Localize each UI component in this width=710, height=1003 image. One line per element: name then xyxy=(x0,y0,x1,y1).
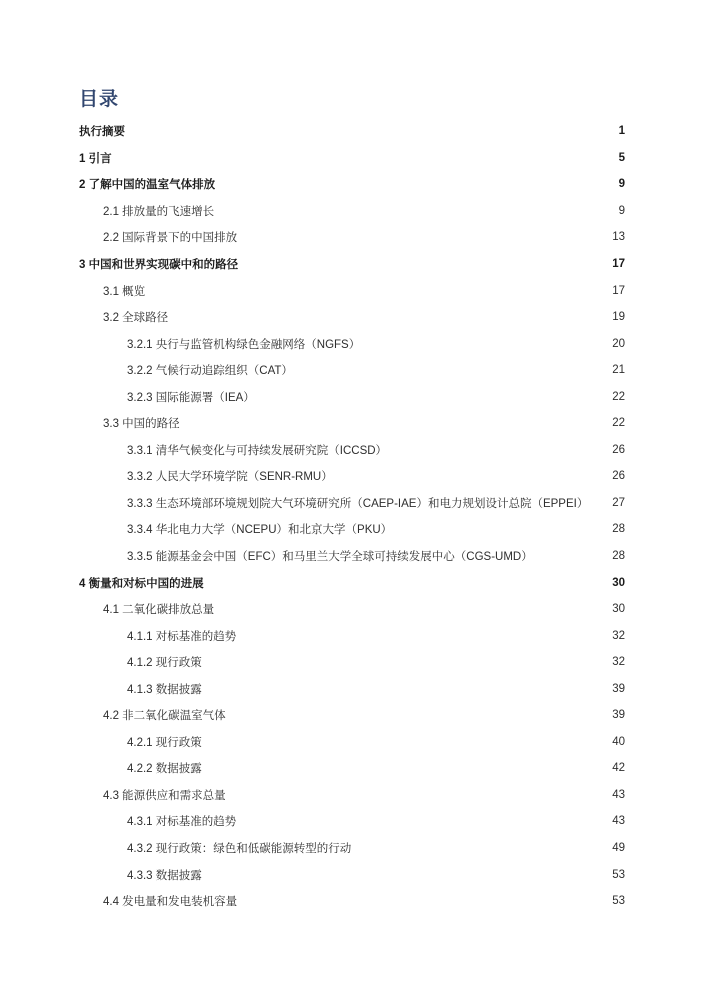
toc-entry-page: 32 xyxy=(612,629,625,642)
toc-entry[interactable] xyxy=(79,171,625,198)
toc-entry-page: 32 xyxy=(612,656,625,669)
toc-entry-page: 22 xyxy=(612,390,625,403)
toc-entry-page: 21 xyxy=(612,364,625,377)
toc-entry-label: 4.3.2 现行政策：绿色和低碳能源转型的行动 xyxy=(127,843,352,856)
toc-entry-label: 3.3.1 清华气候变化与可持续发展研究院（ICCSD） xyxy=(127,444,388,457)
toc-entry-label: 4 衡量和对标中国的进展 xyxy=(79,577,204,590)
toc-entry-label: 1 引言 xyxy=(79,152,112,165)
toc-entry-page: 30 xyxy=(612,576,625,589)
toc-entry[interactable] xyxy=(79,596,625,623)
toc-entry-page: 43 xyxy=(612,788,625,801)
toc-entry-label: 3.2.3 国际能源署（IEA） xyxy=(127,391,255,404)
toc-entry[interactable] xyxy=(79,543,625,570)
toc-entry-page: 17 xyxy=(612,258,625,270)
toc-entry-label: 4.2.2 数据披露 xyxy=(127,763,202,776)
toc-entry-page: 5 xyxy=(618,151,625,164)
toc-entry-label: 4.3 能源供应和需求总量 xyxy=(103,789,226,802)
toc-entry-page: 30 xyxy=(612,603,625,616)
toc-entry-label: 4.3.1 对标基准的趋势 xyxy=(127,816,237,829)
toc-entry-label: 3.3.5 能源基金会中国（EFC）和马里兰大学全球可持续发展中心（CGS-UMD） xyxy=(127,551,533,564)
toc-entry-label: 3.2.2 气候行动追踪组织（CAT） xyxy=(127,365,293,378)
toc-entry[interactable] xyxy=(79,649,625,676)
toc-entry-label: 2.2 国际背景下的中国排放 xyxy=(103,232,238,245)
toc-entry[interactable] xyxy=(79,861,625,888)
toc-entry-page: 53 xyxy=(612,868,625,881)
toc-entry-page: 39 xyxy=(612,682,625,695)
toc-entry-label: 4.1.3 数据披露 xyxy=(127,683,202,696)
toc-entry[interactable] xyxy=(79,437,625,464)
toc-entry[interactable] xyxy=(79,569,625,596)
toc-entry[interactable] xyxy=(79,410,625,437)
toc-entry[interactable] xyxy=(79,198,625,225)
toc-entry[interactable] xyxy=(79,304,625,331)
toc-entry[interactable] xyxy=(79,277,625,304)
toc-entry-label: 3.3.3 生态环境部环境规划院大气环境研究所（CAEP-IAE）和电力规划设计总院（EPPEI） xyxy=(127,497,589,510)
toc-entry-page: 28 xyxy=(612,550,625,563)
toc-entry-page: 22 xyxy=(612,417,625,430)
toc-entry-page: 53 xyxy=(612,895,625,908)
toc xyxy=(79,118,625,914)
toc-entry-page: 27 xyxy=(612,496,625,509)
toc-entry-page: 1 xyxy=(618,125,625,138)
toc-entry[interactable] xyxy=(79,516,625,543)
toc-entry-label: 3.3.2 人民大学环境学院（SENR-RMU） xyxy=(127,471,333,484)
toc-entry-label: 3.2 全球路径 xyxy=(103,312,169,325)
toc-entry-label: 3.1 概览 xyxy=(103,285,146,298)
toc-entry-page: 26 xyxy=(612,443,625,456)
toc-entry-label: 执行摘要 xyxy=(79,126,125,139)
toc-entry[interactable] xyxy=(79,251,625,278)
toc-entry-label: 3.3 中国的路径 xyxy=(103,418,180,431)
toc-entry-label: 3 中国和世界实现碳中和的路径 xyxy=(79,259,239,271)
toc-entry[interactable] xyxy=(79,145,625,172)
toc-entry-label: 4.3.3 数据披露 xyxy=(127,869,202,882)
toc-entry-label: 4.4 发电量和发电装机容量 xyxy=(103,896,238,909)
toc-entry-page: 20 xyxy=(612,337,625,350)
toc-entry[interactable] xyxy=(79,383,625,410)
toc-entry[interactable] xyxy=(79,702,625,729)
toc-entry[interactable] xyxy=(79,675,625,702)
toc-entry[interactable] xyxy=(79,330,625,357)
toc-entry-page: 19 xyxy=(612,311,625,324)
toc-entry-label: 3.3.4 华北电力大学（NCEPU）和北京大学（PKU） xyxy=(127,524,393,537)
toc-entry-label: 4.2.1 现行政策 xyxy=(127,736,202,749)
toc-entry-page: 42 xyxy=(612,762,625,775)
toc-entry-page: 13 xyxy=(612,231,625,244)
toc-entry[interactable] xyxy=(79,888,625,915)
toc-entry[interactable] xyxy=(79,622,625,649)
toc-entry-label: 4.1 二氧化碳排放总量 xyxy=(103,604,215,617)
toc-entry-label: 4.1.2 现行政策 xyxy=(127,657,202,670)
toc-entry-label: 3.2.1 央行与监管机构绿色金融网络（NGFS） xyxy=(127,338,361,351)
toc-entry[interactable] xyxy=(79,490,625,517)
toc-entry-page: 39 xyxy=(612,709,625,722)
toc-entry-label: 4.1.1 对标基准的趋势 xyxy=(127,630,237,643)
toc-entry-label: 4.2 非二氧化碳温室气体 xyxy=(103,710,226,723)
toc-entry[interactable] xyxy=(79,729,625,756)
toc-entry-label: 2 了解中国的温室气体排放 xyxy=(79,179,216,192)
toc-entry-page: 9 xyxy=(618,178,625,191)
toc-entry[interactable] xyxy=(79,357,625,384)
toc-entry[interactable] xyxy=(79,755,625,782)
toc-entry-page: 17 xyxy=(612,284,625,297)
toc-entry-page: 26 xyxy=(612,470,625,483)
toc-entry[interactable] xyxy=(79,782,625,809)
toc-entry[interactable] xyxy=(79,118,625,145)
toc-entry-page: 40 xyxy=(612,735,625,748)
toc-entry[interactable] xyxy=(79,224,625,251)
toc-entry-page: 9 xyxy=(618,204,625,217)
toc-entry-page: 49 xyxy=(612,842,625,855)
page-title: 目录 xyxy=(79,89,120,110)
toc-entry[interactable] xyxy=(79,463,625,490)
toc-entry-page: 43 xyxy=(612,815,625,828)
toc-entry[interactable] xyxy=(79,835,625,862)
toc-entry-label: 2.1 排放量的飞速增长 xyxy=(103,205,215,218)
toc-entry-page: 28 xyxy=(612,523,625,536)
toc-entry[interactable] xyxy=(79,808,625,835)
